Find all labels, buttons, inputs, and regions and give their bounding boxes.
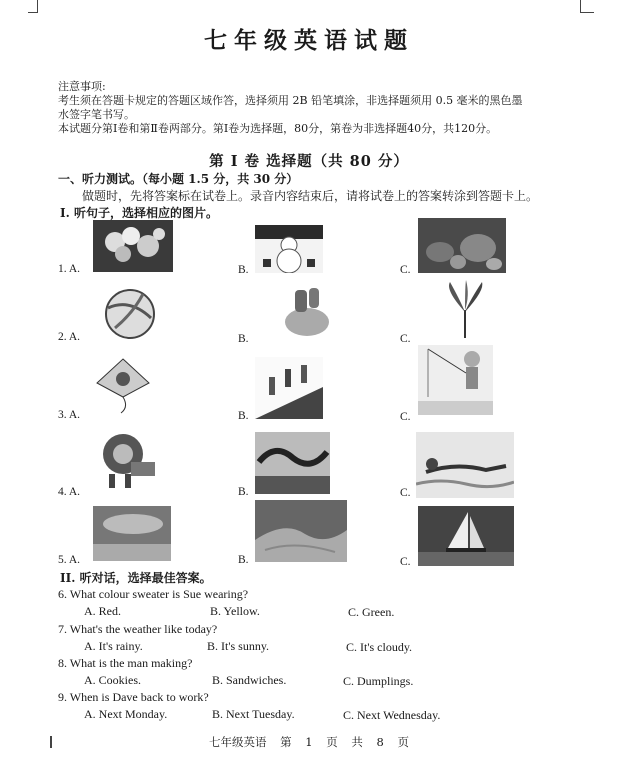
notes-line-3: 本试题分第Ⅰ卷和第Ⅱ卷两部分。第Ⅰ卷为选择题，80分，第卷为非选择题40分，共120分。: [58, 122, 498, 135]
feather-plant-photo[interactable]: [440, 280, 490, 340]
row5-label-c: C.: [400, 556, 411, 568]
question-9: 9. When is Dave back to work?: [58, 690, 209, 704]
row3-label-c: C.: [400, 411, 411, 423]
desert-dunes-photo[interactable]: [255, 500, 347, 562]
snowman-photo[interactable]: [255, 225, 323, 273]
row3-label-a: 3. A.: [58, 409, 81, 421]
volleyball-photo[interactable]: [103, 288, 157, 340]
page-footer: 七年级英语 第 1 页 共 8 页: [208, 735, 410, 749]
section-title: 第 Ⅰ 卷 选择题（共 80 分）: [209, 153, 409, 170]
q8-option-c[interactable]: C. Dumplings.: [343, 674, 414, 688]
q7-option-c[interactable]: C. It's cloudy.: [346, 640, 413, 654]
hand-grip-photo[interactable]: [275, 282, 340, 342]
climbers-photo[interactable]: [255, 357, 323, 419]
q6-option-a[interactable]: A. Red.: [84, 604, 121, 618]
row4-label-a: 4. A.: [58, 486, 81, 498]
row3-label-b: B.: [238, 410, 249, 422]
listening-instruction: 做题时，先将答案标在试卷上。录音内容结束后，请将试卷上的答案转涂到答题卡上。: [82, 189, 539, 203]
question-6: 6. What colour sweater is Sue wearing?: [58, 587, 249, 601]
row5-label-b: B.: [238, 554, 249, 566]
dragon-dance-photo[interactable]: [255, 432, 330, 494]
q6-option-b[interactable]: B. Yellow.: [210, 604, 260, 618]
q7-option-a[interactable]: A. It's rainy.: [84, 639, 143, 653]
corner-mark-left-h: [28, 12, 38, 13]
q9-option-a[interactable]: A. Next Monday.: [84, 707, 168, 721]
kite-photo[interactable]: [93, 355, 153, 415]
notes-line-2: 水签字笔书写。: [58, 108, 135, 121]
row5-label-a: 5. A.: [58, 554, 81, 566]
flowers-photo[interactable]: [93, 220, 173, 272]
q9-option-c[interactable]: C. Next Wednesday.: [343, 708, 441, 722]
fishing-boy-photo[interactable]: [418, 345, 493, 415]
question-7: 7. What's the weather like today?: [58, 622, 218, 636]
sailboat-photo[interactable]: [418, 506, 514, 566]
listening-heading: 一、听力测试。（每小题 1.5 分，共 30 分）: [58, 172, 299, 186]
lion-dance-photo[interactable]: [97, 428, 159, 490]
row1-label-b: B.: [238, 264, 249, 276]
question-8: 8. What is the man making?: [58, 656, 193, 670]
q8-option-b[interactable]: B. Sandwiches.: [212, 673, 287, 687]
q9-option-b[interactable]: B. Next Tuesday.: [212, 707, 295, 721]
row2-label-b: B.: [238, 333, 249, 345]
corner-mark-right: [580, 0, 581, 12]
notes-line-1: 考生须在答题卡规定的答题区域作答，选择须用 2B 铅笔填涂，非选择题须用 0.5 毫米的黑色墨: [58, 94, 523, 107]
q6-option-c[interactable]: C. Green.: [348, 605, 395, 619]
q7-option-b[interactable]: B. It's sunny.: [207, 639, 270, 653]
row1-label-a: 1. A.: [58, 263, 81, 275]
page-title: 七年级英语试题: [204, 27, 414, 54]
part2-heading: II. 听对话，选择最佳答案。: [60, 571, 212, 585]
row4-label-c: C.: [400, 487, 411, 499]
notes-heading: 注意事项:: [58, 80, 106, 93]
row1-label-c: C.: [400, 264, 411, 276]
q8-option-a[interactable]: A. Cookies.: [84, 673, 141, 687]
row2-label-a: 2. A.: [58, 331, 81, 343]
pumpkins-photo[interactable]: [418, 218, 506, 273]
part1-heading: I. 听句子，选择相应的图片。: [60, 206, 218, 220]
row4-label-b: B.: [238, 486, 249, 498]
seaside-sky-photo[interactable]: [93, 506, 171, 561]
corner-mark-right-h: [580, 12, 594, 13]
row2-label-c: C.: [400, 333, 411, 345]
corner-mark-left: [37, 0, 38, 12]
dragon-boat-photo[interactable]: [416, 432, 514, 498]
